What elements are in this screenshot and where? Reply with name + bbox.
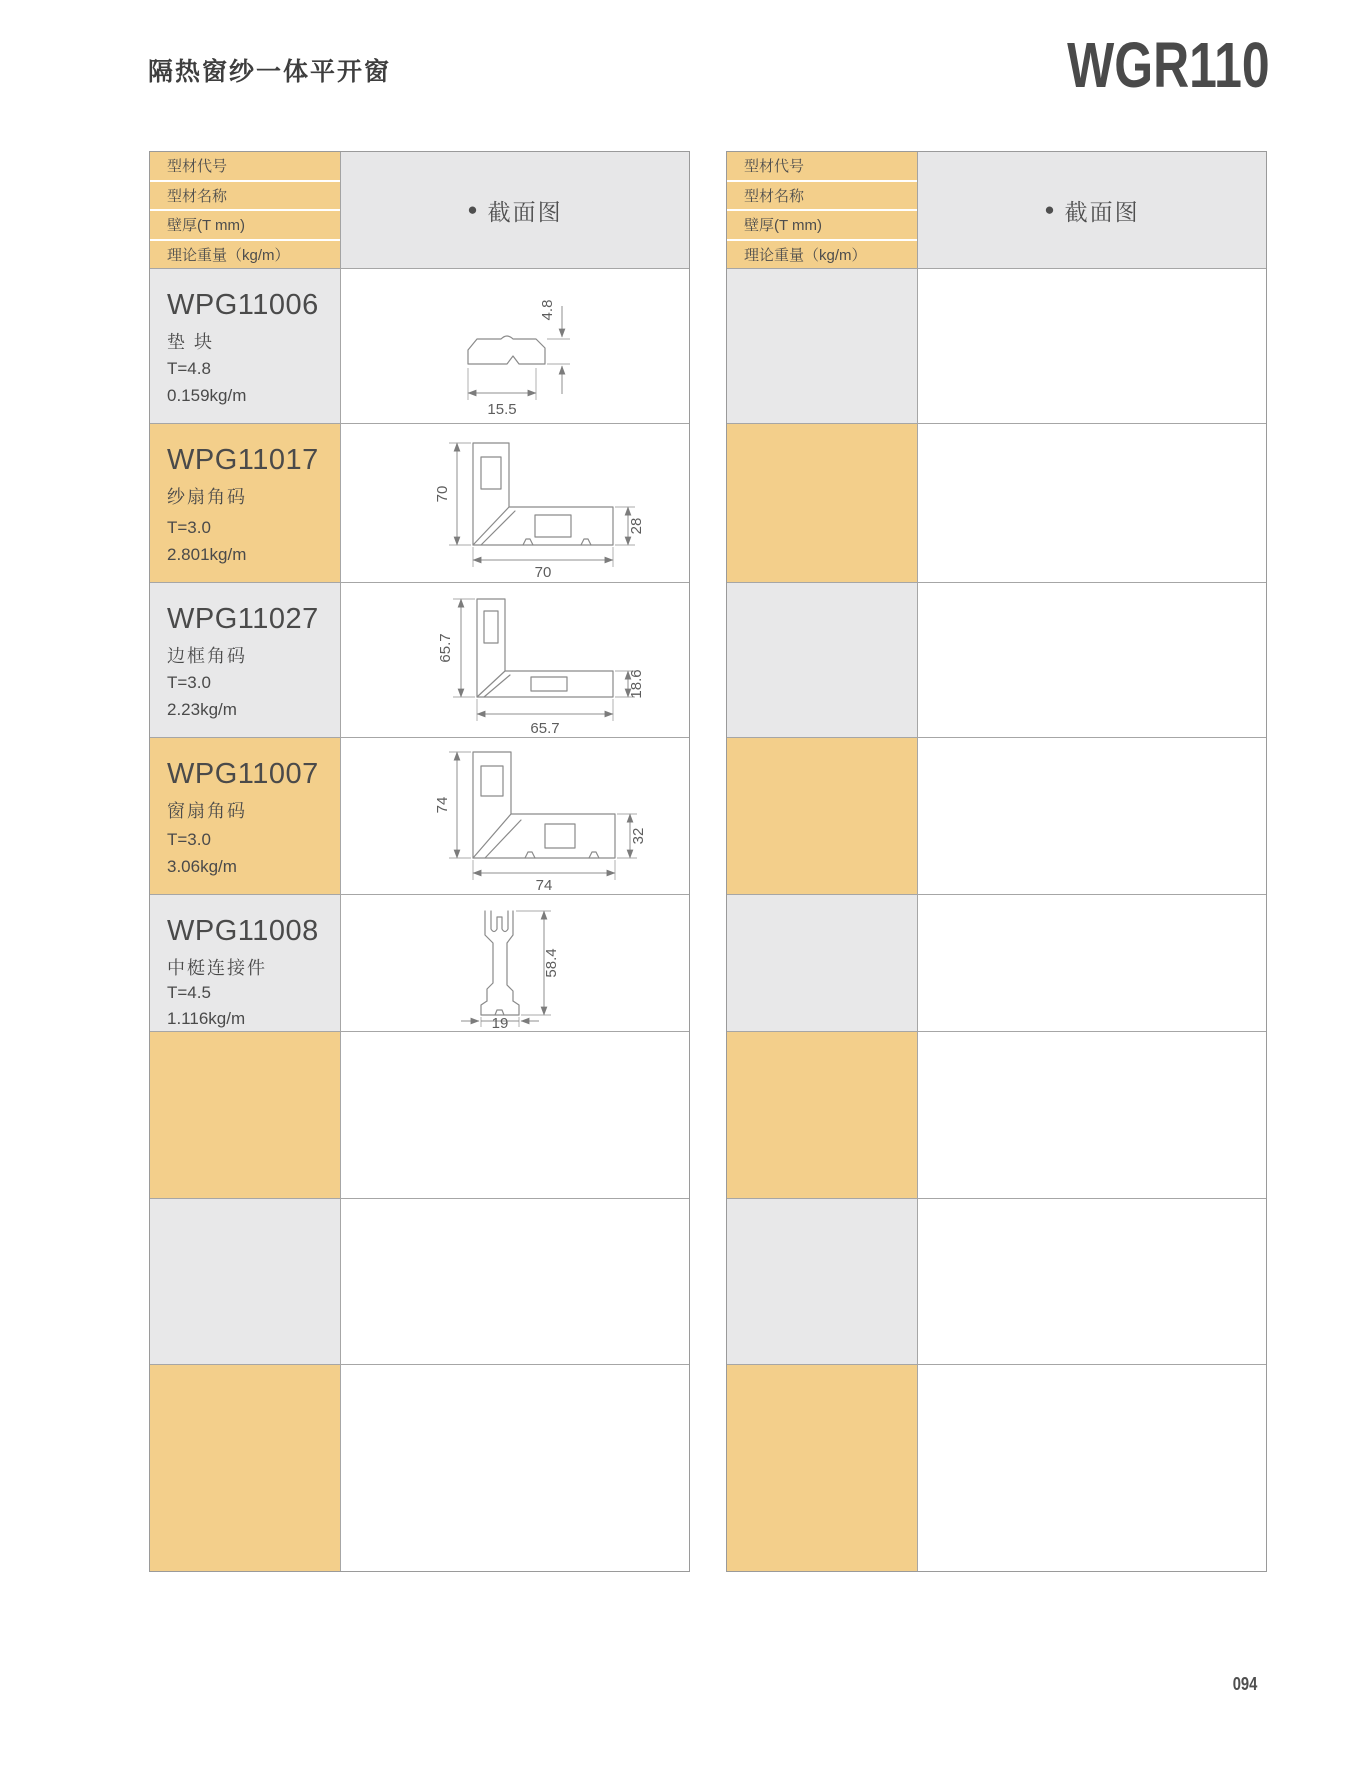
- dim-height-label: 70: [433, 485, 451, 503]
- header-cell-wall-thickness: 壁厚(T mm): [150, 211, 340, 239]
- header-cell-profile-code: 型材代号: [150, 152, 340, 180]
- profile-name: 边框角码: [167, 646, 247, 666]
- profile-name: 窗扇角码: [167, 801, 247, 821]
- profile-label-cell: [727, 895, 917, 1031]
- unit-weight: 3.06kg/m: [167, 856, 237, 876]
- header-label-column: [727, 152, 917, 268]
- bullet-icon: ●: [1044, 200, 1055, 219]
- wall-thickness: T=3.0: [167, 518, 211, 538]
- profile-name: 垫 块: [167, 332, 215, 352]
- profile-label-cell: [150, 424, 340, 582]
- profile-code: WPG11017: [167, 444, 319, 476]
- profile-row-empty: [727, 1031, 1266, 1198]
- spacer-block-drawing: [390, 276, 640, 416]
- cross-section-diagram: [340, 895, 689, 1031]
- dim-height-label: 74: [433, 796, 451, 814]
- cross-section-diagram: [917, 738, 1266, 894]
- profile-row-empty: [727, 423, 1266, 582]
- mullion-connector-drawing: [395, 897, 635, 1029]
- dim-side-label: 18.6: [627, 669, 645, 699]
- cross-section-diagram: [917, 1032, 1266, 1198]
- dim-side-label: 28: [627, 517, 645, 535]
- profile-row-empty: [727, 1198, 1266, 1364]
- screen-sash-corner-drawing: [373, 427, 658, 579]
- page-title: 隔热窗纱一体平开窗: [148, 58, 392, 86]
- profile-label-cell: [727, 269, 917, 423]
- profile-row-empty: [150, 1364, 689, 1571]
- profile-spec: [167, 670, 330, 723]
- profile-label-cell: [150, 895, 340, 1031]
- dim-width-label: 70: [534, 564, 551, 579]
- cross-section-diagram: [340, 269, 689, 423]
- profile-row: [150, 737, 689, 894]
- profile-name: 中梃连接件: [167, 958, 267, 978]
- profile-label-cell: [150, 583, 340, 737]
- unit-weight: 0.159kg/m: [167, 385, 247, 405]
- profile-label-cell: [727, 424, 917, 582]
- header-cell-profile-name: 型材名称: [150, 182, 340, 210]
- unit-weight: 2.801kg/m: [167, 544, 247, 564]
- cross-section-diagram: [340, 1199, 689, 1364]
- table-header: [150, 152, 689, 268]
- profile-spec: [167, 515, 330, 568]
- cross-section-diagram: [917, 424, 1266, 582]
- profile-code: WPG11008: [167, 915, 319, 947]
- profile-row-empty: [727, 737, 1266, 894]
- profile-code: WPG11027: [167, 603, 319, 635]
- unit-weight: 2.23kg/m: [167, 699, 237, 719]
- profile-label-cell: [727, 738, 917, 894]
- profile-spec: [167, 827, 330, 880]
- window-sash-corner-drawing: [373, 740, 658, 892]
- page-number: 094: [1232, 1674, 1258, 1694]
- profile-row: [150, 582, 689, 737]
- dim-width-label: 74: [535, 877, 552, 892]
- dim-width-label: 19: [491, 1015, 509, 1029]
- profile-name: 纱扇角码: [167, 487, 247, 507]
- profile-row-empty: [727, 582, 1266, 737]
- profile-label-cell: [727, 1032, 917, 1198]
- profile-code: WPG11007: [167, 758, 319, 790]
- profile-row-empty: [150, 1198, 689, 1364]
- profile-label-cell: [150, 269, 340, 423]
- section-diagram-header: [917, 152, 1266, 268]
- profile-code: WPG11006: [167, 289, 319, 321]
- table-header: [727, 152, 1266, 268]
- cross-section-diagram: [340, 583, 689, 737]
- profile-row: [150, 894, 689, 1031]
- cross-section-diagram: [917, 1365, 1266, 1571]
- wall-thickness: T=4.8: [167, 359, 211, 379]
- header-cell-unit-weight: 理论重量（kg/m）: [727, 241, 917, 269]
- profile-row-empty: [727, 894, 1266, 1031]
- dim-height-label: 65.7: [436, 633, 454, 663]
- header-cell-profile-code: 型材代号: [727, 152, 917, 180]
- cross-section-diagram: [340, 424, 689, 582]
- profile-spec: [167, 980, 330, 1033]
- frame-corner-drawing: [373, 585, 658, 735]
- dim-side-label: 32: [629, 827, 647, 845]
- profile-spec: [167, 356, 330, 409]
- profile-label-cell: [727, 1365, 917, 1571]
- section-diagram-header: [340, 152, 689, 268]
- profile-table-left: [149, 151, 690, 1572]
- unit-weight: 1.116kg/m: [167, 1009, 246, 1029]
- wall-thickness: T=3.0: [167, 673, 211, 693]
- cross-section-diagram: [917, 269, 1266, 423]
- profile-row-empty: [727, 1364, 1266, 1571]
- cross-section-diagram: [917, 583, 1266, 737]
- bullet-icon: ●: [467, 200, 478, 219]
- wall-thickness: T=4.5: [167, 983, 211, 1002]
- cross-section-diagram: [340, 1365, 689, 1571]
- profile-row-empty: [150, 1031, 689, 1198]
- header-cell-profile-name: 型材名称: [727, 182, 917, 210]
- profile-label-cell: [150, 738, 340, 894]
- cross-section-diagram: [340, 738, 689, 894]
- dim-height-label: 58.4: [543, 948, 560, 978]
- header-cell-wall-thickness: 壁厚(T mm): [727, 211, 917, 239]
- model-number: WGR110: [1067, 29, 1270, 101]
- header-cell-unit-weight: 理论重量（kg/m）: [150, 241, 340, 269]
- profile-label-cell: [727, 583, 917, 737]
- wall-thickness: T=3.0: [167, 830, 211, 850]
- profile-row: [150, 423, 689, 582]
- profile-label-cell: [150, 1365, 340, 1571]
- dim-width-label: 65.7: [529, 720, 560, 735]
- cross-section-diagram: [917, 1199, 1266, 1364]
- profile-label-cell: [150, 1199, 340, 1364]
- profile-row: [150, 268, 689, 423]
- dim-width-label: 15.5: [487, 401, 517, 416]
- profile-row-empty: [727, 268, 1266, 423]
- cross-section-diagram: [340, 1032, 689, 1198]
- profile-table-right: [726, 151, 1267, 1572]
- header-label-column: [150, 152, 340, 268]
- section-diagram-label: 截面图: [487, 198, 563, 225]
- dim-height-label: 4.8: [539, 299, 556, 321]
- profile-label-cell: [727, 1199, 917, 1364]
- profile-label-cell: [150, 1032, 340, 1198]
- section-diagram-label: 截面图: [1064, 198, 1140, 225]
- cross-section-diagram: [917, 895, 1266, 1031]
